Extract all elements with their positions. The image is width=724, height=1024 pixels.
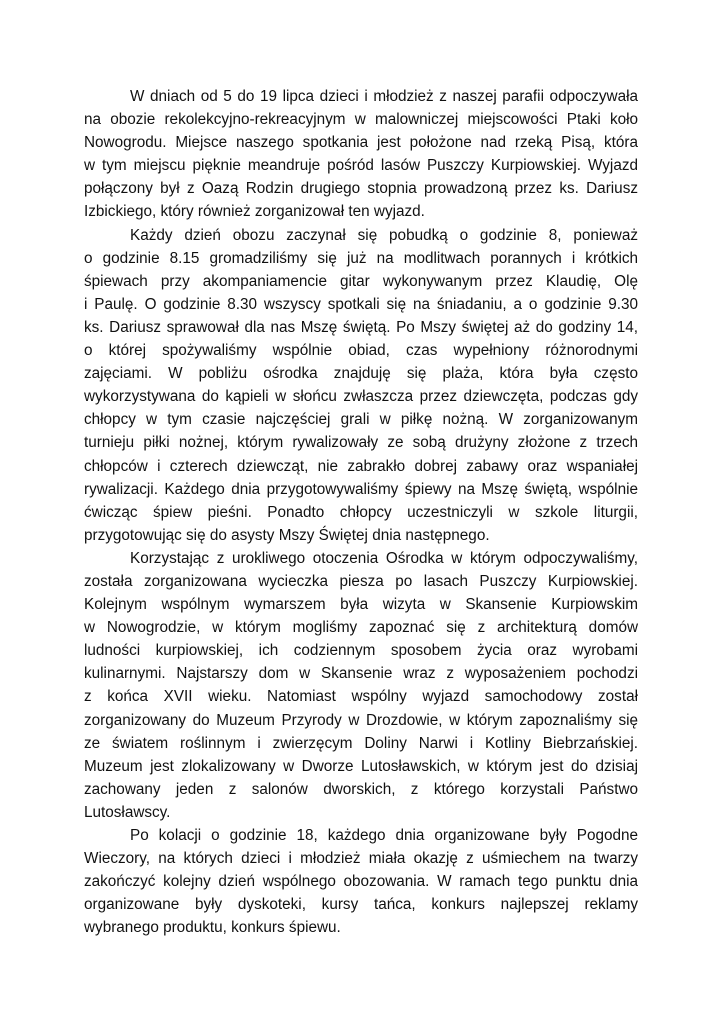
text-line: ks. Dariusz sprawował dla nas Mszę świętą. Po Mszy świętej aż do godziny 14, <box>84 318 638 336</box>
paragraph <box>84 824 638 939</box>
text-line: organizowane były dyskoteki, kursy tańca, konkurs najlepszej reklamy <box>84 896 638 914</box>
text-line: Kolejnym wspólnym wymarszem była wizyta w Skansenie Kurpiowskim <box>84 596 638 614</box>
text-line: zajęciami. W pobliżu ośrodka znajduję się plaża, która była często <box>84 365 638 383</box>
text-line: Każdy dzień obozu zaczynał się pobudką o godzinie 8, ponieważ <box>130 226 638 244</box>
text-line: ludności kurpiowskiej, ich codziennym sposobem życia oraz wyrobami <box>84 642 638 660</box>
text-line: Izbickiego, który również zorganizował ten wyjazd. <box>84 203 425 221</box>
text-line: chłopców i czterech dziewcząt, nie zabrakło dobrej zabawy oraz wspaniałej <box>84 457 638 475</box>
text-line: zorganizowany do Muzeum Przyrody w Drozdowie, w którym zapoznaliśmy się <box>84 711 638 729</box>
document-body <box>84 85 638 939</box>
paragraph <box>84 224 638 547</box>
text-line: Lutosławscy. <box>84 803 171 821</box>
text-line: Korzystając z urokliwego otoczenia Ośrodka w którym odpoczywaliśmy, <box>130 549 638 567</box>
paragraph <box>84 85 638 224</box>
text-line: wybranego produktu, konkurs śpiewu. <box>84 919 341 937</box>
text-line: i Paulę. O godzinie 8.30 wszyscy spotkali się na śniadaniu, a o godzinie 9.30 <box>84 295 638 313</box>
text-line: chłopcy w tym czasie najczęściej grali w piłkę nożną. W zorganizowanym <box>84 411 638 429</box>
text-line: zachowany jeden z salonów dworskich, z którego korzystali Państwo <box>84 780 638 798</box>
text-line: wykorzystywana do kąpieli w słońcu zwłaszcza przez dziewczęta, podczas gdy <box>84 388 638 406</box>
text-line: W dniach od 5 do 19 lipca dzieci i młodzież z naszej parafii odpoczywała <box>130 88 638 105</box>
text-line: w Nowogrodzie, w którym mogliśmy zapoznać się z architekturą domów <box>84 619 638 637</box>
text-line: na obozie rekolekcyjno-rekreacyjnym w malowniczej miejscowości Ptaki koło <box>84 111 638 129</box>
text-line: z końca XVII wieku. Natomiast wspólny wyjazd samochodowy został <box>84 688 638 706</box>
text-line: Wieczory, na których dzieci i młodzież miała okazję z uśmiechem na twarzy <box>84 850 638 868</box>
text-line: Muzeum jest zlokalizowany w Dworze Lutosławskich, w którym jest do dzisiaj <box>84 757 638 775</box>
text-line: Nowogrodu. Miejsce naszego spotkania jest położone nad rzeką Pisą, która <box>84 134 638 152</box>
text-line: została zorganizowana wycieczka piesza po lasach Puszczy Kurpiowskiej. <box>84 572 638 590</box>
text-line: turnieju piłki nożnej, którym rywalizowały ze sobą drużyny złożone z trzech <box>84 434 638 452</box>
text-line: o godzinie 8.15 gromadziliśmy się już na modlitwach porannych i krótkich <box>84 249 638 267</box>
paragraph <box>84 547 638 824</box>
text-line: ćwicząc śpiew pieśni. Ponadto chłopcy uczestniczyli w szkole liturgii, <box>84 503 638 521</box>
text-line: rywalizacji. Każdego dnia przygotowywaliśmy śpiewy na Mszę świętą, wspólnie <box>84 480 638 498</box>
text-line: w tym miejscu pięknie meandruje pośród lasów Puszczy Kurpiowskiej. Wyjazd <box>84 157 638 175</box>
text-line: przygotowując się do asysty Mszy Świętej dnia następnego. <box>84 526 490 544</box>
text-line: śpiewach przy akompaniamencie gitar wykonywanym przez Klaudię, Olę <box>84 272 638 290</box>
text-line: kulinarnymi. Najstarszy dom w Skansenie wraz z wyposażeniem pochodzi <box>84 665 638 683</box>
text-line: zakończyć kolejny dzień wspólnego obozowania. W ramach tego punktu dnia <box>84 873 638 891</box>
text-line: Po kolacji o godzinie 18, każdego dnia organizowane były Pogodne <box>130 827 638 844</box>
text-line: połączony był z Oazą Rodzin drugiego stopnia prowadzoną przez ks. Dariusz <box>84 180 638 198</box>
text-line: ze światem roślinnym i zwierzęcym Doliny Narwi i Kotliny Biebrzańskiej. <box>84 734 638 752</box>
text-line: o której spożywaliśmy wspólnie obiad, czas wypełniony różnorodnymi <box>84 342 638 360</box>
